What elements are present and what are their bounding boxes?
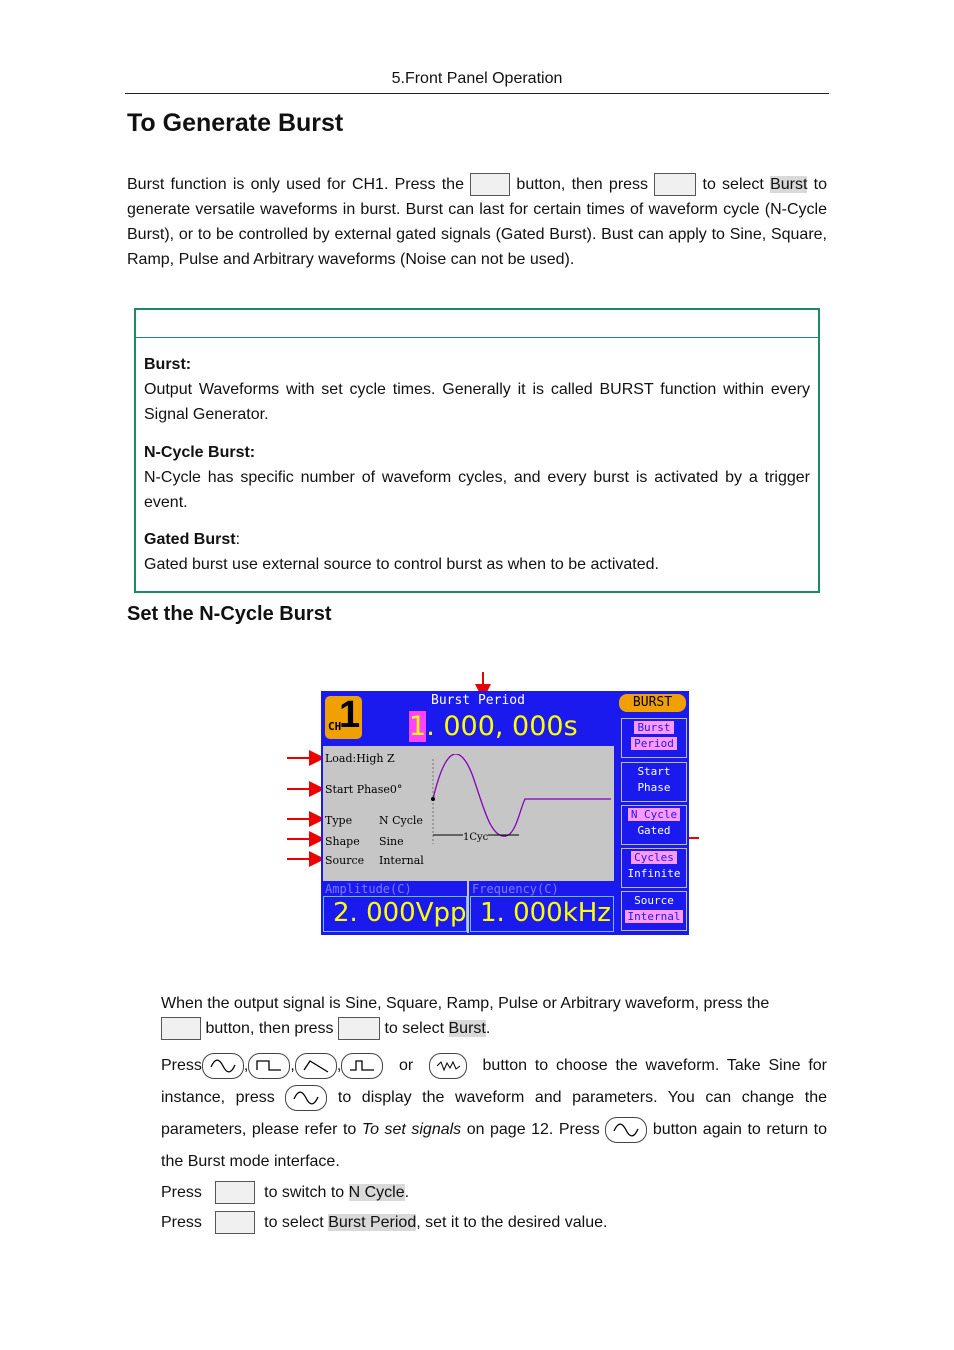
step-text: . [485, 1020, 491, 1037]
arbitrary-icon [436, 1058, 462, 1074]
softkey-start-phase[interactable] [621, 762, 687, 802]
type-label: Type [325, 814, 353, 827]
amplitude-readout [323, 881, 469, 933]
utility-key-placeholder [470, 173, 510, 196]
softkey-line1: Start [637, 765, 671, 778]
step-2: Press , , , or button to choose the waveform. Take Sine for instance, press to display the waveform and parameters. You can change the parameters, please refer to To set signals on page 12. Press button again to return to the Burst mode interface. [161, 1050, 827, 1178]
sine-key [202, 1053, 244, 1079]
softkey-burst-period[interactable] [621, 718, 687, 758]
definition-desc: Output Waveforms with set cycle times. Generally it is called BURST function within every Signal Generator. [144, 381, 810, 423]
burst-screen [321, 691, 689, 935]
cycle-marker-label: 1Cyc [463, 832, 489, 843]
intro-text-3: to select [702, 176, 764, 193]
sine-icon [209, 1058, 237, 1074]
softkey-placeholder [215, 1181, 255, 1204]
step-text: button, then press [205, 1020, 334, 1037]
softkey-source[interactable] [621, 891, 687, 931]
step-text: button to choose the waveform. Take Sine for [482, 1057, 828, 1074]
ch1-badge [325, 696, 362, 739]
intro-text-4: to generate versatile waveforms in burst. Burst can last for certain times of waveform cycle (N-Cycle Burst), or to be controlled by external gated signals (Gated Burst). Bust can apply to Sine, Square, Ramp, Pulse and Arbitrary waveforms (Noise can not be used). [127, 176, 827, 268]
sine-icon [612, 1122, 640, 1138]
softkey-line1: Source [634, 894, 674, 907]
step-text: , set it to the desired value. [416, 1214, 608, 1231]
source-value: Internal [379, 854, 424, 867]
param-value-rest: . 000, 000s [426, 711, 578, 742]
page-title: To Generate Burst [127, 109, 344, 137]
definition-term: Burst: [144, 356, 192, 373]
box-header-rule [136, 337, 818, 338]
header-rule [125, 93, 829, 94]
frequency-readout [470, 881, 616, 933]
step-italic: To set signals [361, 1121, 462, 1138]
step-text: on page 12. Press [466, 1121, 600, 1138]
parameter-area [323, 746, 614, 881]
section-title: Set the N-Cycle Burst [127, 603, 332, 625]
step-text: to display the waveform and parameters. You can change the [337, 1089, 828, 1106]
softkey-line1: N Cycle [628, 808, 680, 821]
softkey-line2: Period [631, 737, 677, 750]
source-label: Source [325, 854, 365, 867]
definition-term: Gated Burst [144, 531, 236, 548]
param-value-cursor: 1 [409, 711, 427, 742]
step-text: to select [264, 1214, 324, 1231]
load-label: Load:High Z [325, 752, 395, 765]
definition-term: N-Cycle Burst: [144, 444, 256, 461]
step-text: instance, press [161, 1089, 275, 1106]
ramp-key [295, 1053, 337, 1079]
frequency-label: Frequency(C) [472, 882, 559, 896]
intro-paragraph [127, 172, 827, 272]
definition-colon: : [235, 531, 241, 548]
step-text: return to the Burst mode interface. [161, 1121, 827, 1170]
start-phase-label: Start Phase0° [325, 783, 403, 796]
step-1 [161, 991, 827, 1041]
amplitude-value: 2. 000Vpp [333, 898, 467, 928]
ramp-icon [302, 1058, 330, 1074]
softkey-line1: Cycles [631, 851, 677, 864]
menu-title-text: BURST [632, 695, 673, 710]
square-icon [255, 1058, 283, 1074]
ncycle-highlight: N Cycle [348, 1184, 405, 1201]
step-text: Press [161, 1184, 202, 1201]
softkey-line2: Infinite [627, 867, 681, 880]
definition-desc: Gated burst use external source to control burst as when to be activated. [144, 556, 659, 573]
arbitrary-key [429, 1053, 467, 1079]
param-value [409, 711, 578, 741]
step-text: parameters, please refer to [161, 1121, 357, 1138]
softkey-ncycle-gated[interactable] [621, 805, 687, 845]
softkey-line1: Burst [634, 721, 673, 734]
ch-number: 1 [339, 694, 361, 736]
param-name: Burst Period [431, 693, 525, 708]
ch-label: CH [328, 720, 342, 733]
shape-value: Sine [379, 835, 404, 848]
step-4 [161, 1210, 827, 1235]
step-text: Press [161, 1214, 202, 1231]
burst-period-highlight: Burst Period [328, 1214, 417, 1231]
pulse-key [341, 1053, 383, 1079]
step-text: button again to [652, 1121, 761, 1138]
softkey-placeholder [338, 1017, 380, 1040]
square-key [248, 1053, 290, 1079]
sine-key [285, 1085, 327, 1111]
utility-key-placeholder [161, 1017, 201, 1040]
definition-ncycle [144, 440, 810, 515]
step-text: to select [384, 1020, 445, 1037]
softkey-line2: Gated [637, 824, 671, 837]
pulse-icon [348, 1058, 376, 1074]
softkey-line2: Internal [625, 910, 684, 923]
step-text: When the output signal is Sine, Square, Ramp, Pulse or Arbitrary waveform, press the [161, 995, 770, 1012]
step-text: . [404, 1184, 410, 1201]
amplitude-label: Amplitude(C) [325, 882, 412, 896]
burst-highlight: Burst [448, 1020, 486, 1037]
softkey-line2: Phase [637, 781, 671, 794]
softkey-placeholder [215, 1211, 255, 1234]
frequency-value: 1. 000kHz [480, 898, 611, 928]
definition-gated [144, 527, 810, 577]
intro-text-2: button, then press [516, 176, 649, 193]
definition-desc: N-Cycle has specific number of waveform cycles, and every burst is activated by a trigger event. [144, 469, 810, 511]
sine-key [605, 1117, 647, 1143]
step-text: Press [161, 1057, 202, 1074]
type-value: N Cycle [379, 814, 423, 827]
definition-burst [144, 352, 810, 427]
page-header: 5.Front Panel Operation [391, 70, 563, 87]
shape-label: Shape [325, 835, 360, 848]
softkey-cycles[interactable] [621, 848, 687, 888]
step-text: or [398, 1057, 414, 1074]
step-3 [161, 1180, 827, 1205]
definitions-box [134, 308, 820, 593]
sine-icon [292, 1090, 320, 1106]
step-text: to switch to [264, 1184, 345, 1201]
menu-title [619, 694, 686, 712]
burst-highlight: Burst [770, 176, 808, 193]
softkey-placeholder [654, 173, 696, 196]
intro-text-1: Burst function is only used for CH1. Press the [127, 176, 464, 193]
